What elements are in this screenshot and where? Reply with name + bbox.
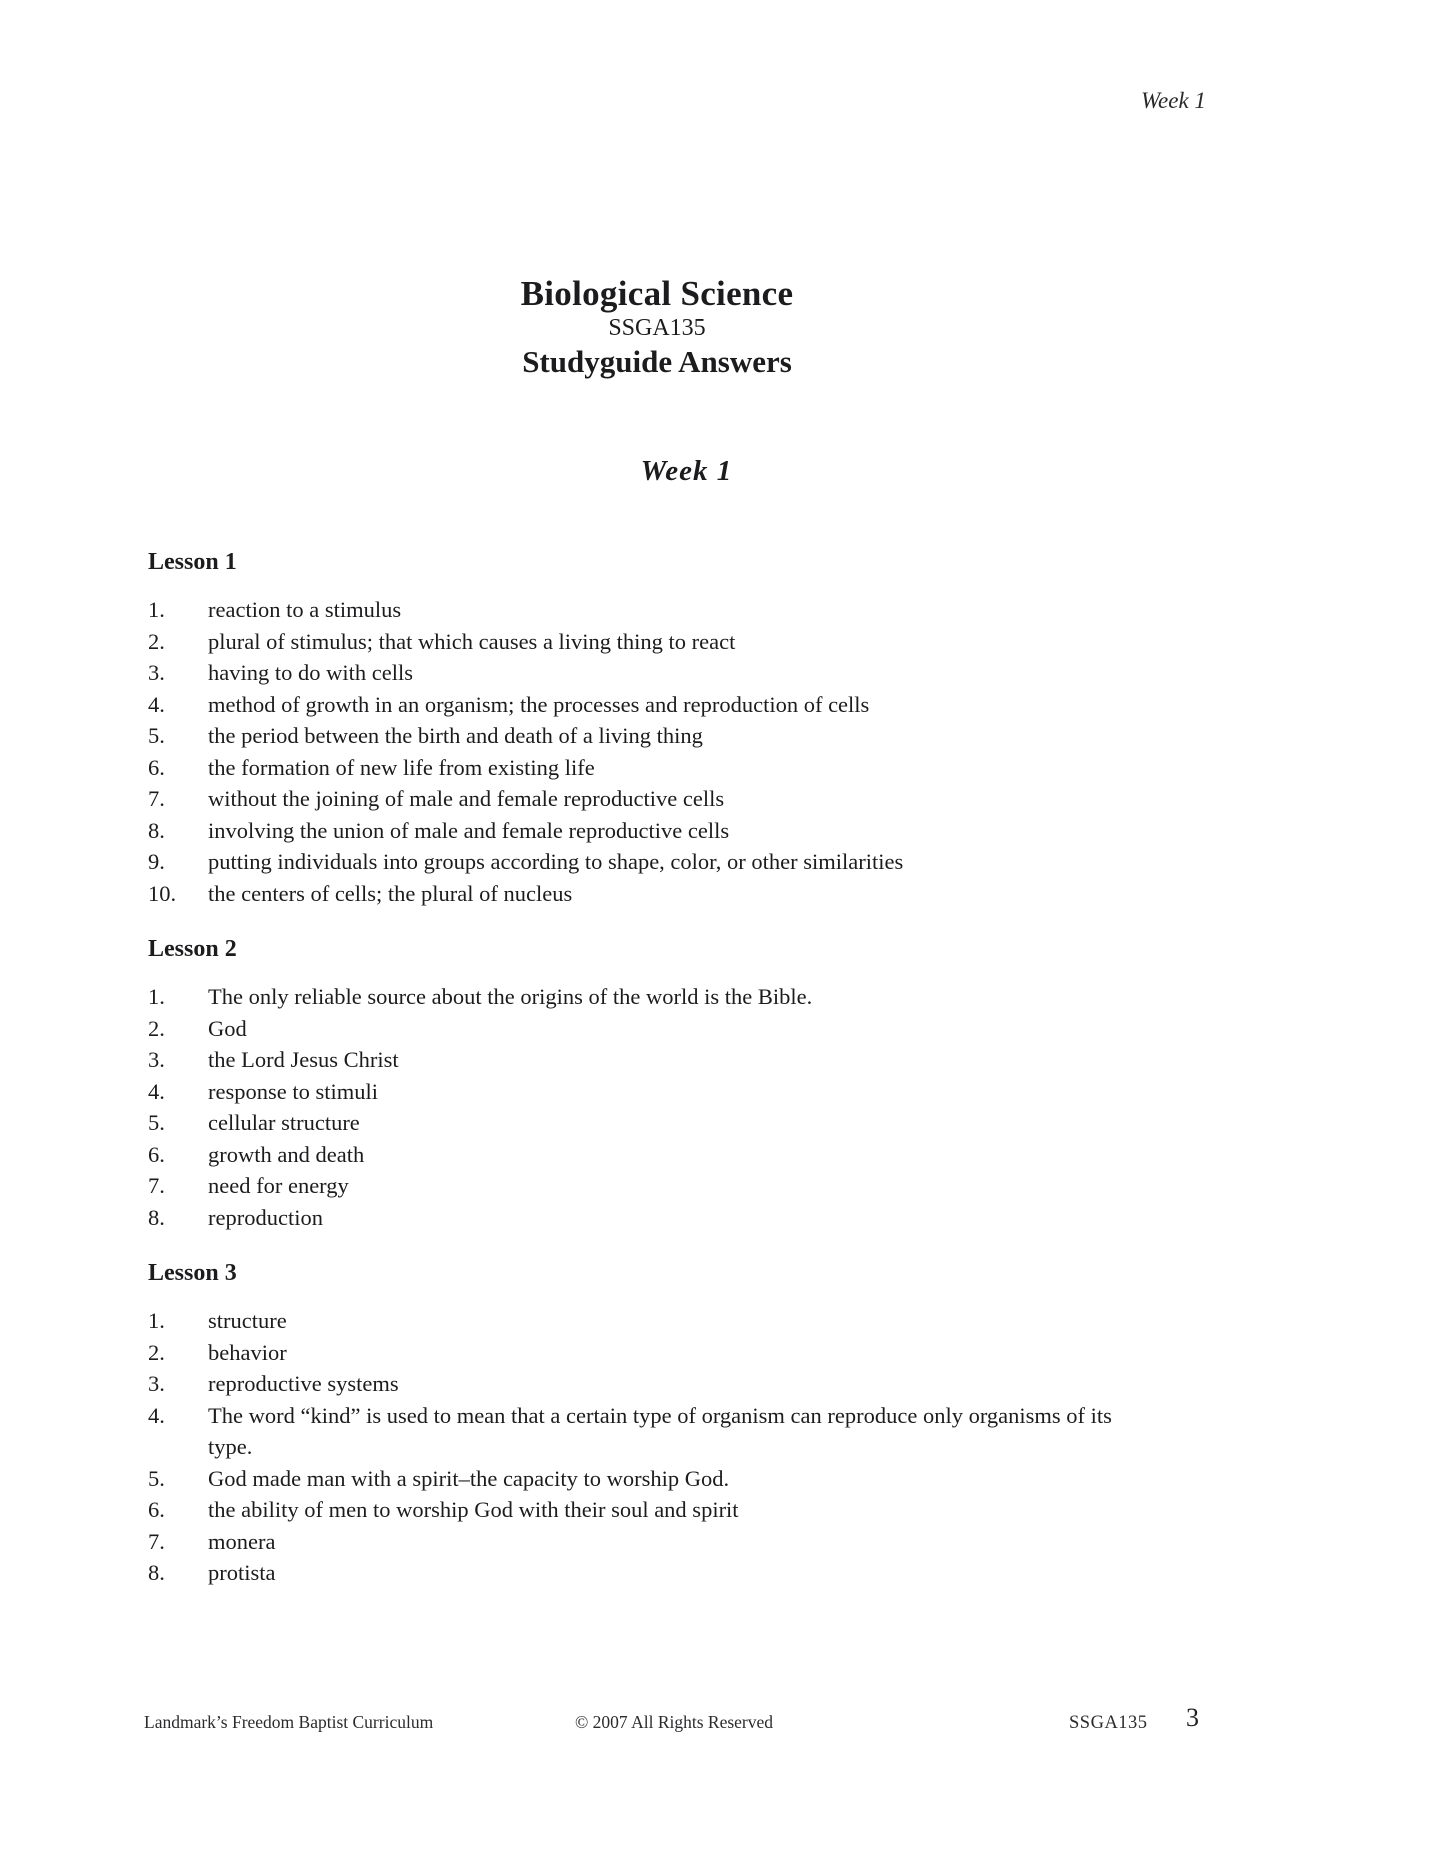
list-item-text: structure (208, 1308, 287, 1333)
list-item-text: plural of stimulus; that which causes a living thing to react (208, 628, 736, 654)
list-item-number: 7. (148, 1173, 165, 1198)
lessons-container (148, 548, 1123, 1615)
list-item-number: 5. (148, 1465, 165, 1491)
list-item (148, 981, 1123, 1013)
list-item-text: God (208, 1015, 247, 1041)
list-item (148, 815, 1123, 847)
list-item-text: monera (208, 1528, 276, 1554)
list-item-text: the formation of new life from existing life (208, 754, 595, 780)
list-item-text: the ability of men to worship God with their soul and spirit (208, 1497, 739, 1522)
list-item (148, 1526, 1123, 1558)
list-item (148, 594, 1123, 626)
list-item-text: The only reliable source about the origins of the world is the Bible. (208, 984, 813, 1009)
list-item-number: 2. (148, 1015, 165, 1041)
list-item-text: putting individuals into groups according to shape, color, or other similarities (208, 849, 904, 874)
list-item (148, 1170, 1123, 1202)
list-item-number: 1. (148, 1308, 165, 1333)
footer-copyright: © 2007 All Rights Reserved (575, 1712, 774, 1732)
list-item-text: protista (208, 1560, 276, 1585)
list-item-number: 10. (148, 880, 177, 906)
list-item-text: growth and death (208, 1141, 365, 1167)
list-item-number: 2. (148, 628, 165, 654)
list-item (148, 626, 1123, 658)
list-item-number: 9. (148, 849, 165, 874)
list-item (148, 1107, 1123, 1139)
list-item-text: involving the union of male and female reproductive cells (208, 817, 730, 843)
footer-publisher: Landmark’s Freedom Baptist Curriculum (144, 1712, 434, 1732)
page-corner-week-label: Week 1 (1141, 88, 1206, 113)
list-item (148, 1557, 1123, 1589)
list-item-text: The word “kind” is used to mean that a certain type of organism can reproduce only organisms of its type. (208, 1402, 1112, 1459)
list-item-text: the period between the birth and death of a living thing (208, 723, 703, 748)
lesson-section (148, 1259, 1123, 1589)
week-heading: Week 1 (640, 455, 733, 487)
list-item-number: 4. (148, 1078, 165, 1104)
list-item-number: 8. (148, 1560, 165, 1585)
list-item-number: 5. (148, 723, 165, 748)
list-item-text: the Lord Jesus Christ (208, 1047, 399, 1072)
list-item-number: 3. (148, 1047, 165, 1072)
list-item-text: God made man with a spirit–the capacity to worship God. (208, 1465, 730, 1491)
list-item-text: response to stimuli (208, 1078, 378, 1104)
list-item (148, 1202, 1123, 1234)
list-item-number: 1. (148, 597, 165, 622)
list-item-number: 3. (148, 660, 165, 685)
footer-page-number: 3 (1186, 1703, 1199, 1732)
list-item (148, 1494, 1123, 1526)
list-item-number: 2. (148, 1339, 165, 1365)
list-item-number: 7. (148, 786, 165, 811)
title-block (7, 274, 1307, 380)
list-item-text: behavior (208, 1339, 287, 1365)
list-item-number: 7. (148, 1528, 165, 1554)
list-item-text: need for energy (208, 1173, 349, 1198)
list-item (148, 752, 1123, 784)
list-item-number: 6. (148, 1141, 165, 1167)
list-item (148, 1337, 1123, 1369)
list-item-text: having to do with cells (208, 660, 413, 685)
course-code: SSGA135 (608, 315, 706, 341)
list-item-number: 4. (148, 691, 165, 717)
lesson-heading: Lesson 1 (148, 549, 237, 575)
list-item-text: reproductive systems (208, 1371, 399, 1396)
list-item-text: without the joining of male and female reproductive cells (208, 786, 725, 811)
list-item (148, 689, 1123, 721)
list-item-number: 4. (148, 1402, 165, 1428)
list-item (148, 1463, 1123, 1495)
lesson-item-list (148, 981, 1123, 1233)
list-item (148, 1400, 1123, 1463)
list-item (148, 783, 1123, 815)
list-item-number: 1. (148, 984, 165, 1009)
list-item-number: 6. (148, 754, 165, 780)
list-item-number: 3. (148, 1371, 165, 1396)
list-item-number: 8. (148, 1204, 165, 1230)
footer-course-code: SSGA135 (1069, 1713, 1148, 1733)
list-item-number: 8. (148, 817, 165, 843)
lesson-section (148, 935, 1123, 1233)
lesson-heading: Lesson 2 (148, 936, 237, 962)
list-item (148, 1013, 1123, 1045)
lesson-section (148, 548, 1123, 909)
list-item-number: 6. (148, 1497, 165, 1522)
list-item-text: the centers of cells; the plural of nucleus (208, 880, 573, 906)
list-item-text: cellular structure (208, 1110, 360, 1135)
list-item (148, 1076, 1123, 1108)
document-subtitle: Studyguide Answers (522, 344, 792, 379)
lesson-heading: Lesson 3 (148, 1260, 237, 1286)
list-item-text: reproduction (208, 1204, 323, 1230)
list-item (148, 1368, 1123, 1400)
list-item (148, 657, 1123, 689)
lesson-item-list (148, 594, 1123, 909)
list-item (148, 1044, 1123, 1076)
list-item-text: reaction to a stimulus (208, 597, 402, 622)
list-item-number: 5. (148, 1110, 165, 1135)
list-item (148, 1305, 1123, 1337)
list-item (148, 878, 1123, 910)
lesson-item-list (148, 1305, 1123, 1589)
document-title: Biological Science (520, 274, 794, 313)
list-item-text: method of growth in an organism; the processes and reproduction of cells (208, 691, 870, 717)
list-item (148, 846, 1123, 878)
list-item (148, 1139, 1123, 1171)
list-item (148, 720, 1123, 752)
